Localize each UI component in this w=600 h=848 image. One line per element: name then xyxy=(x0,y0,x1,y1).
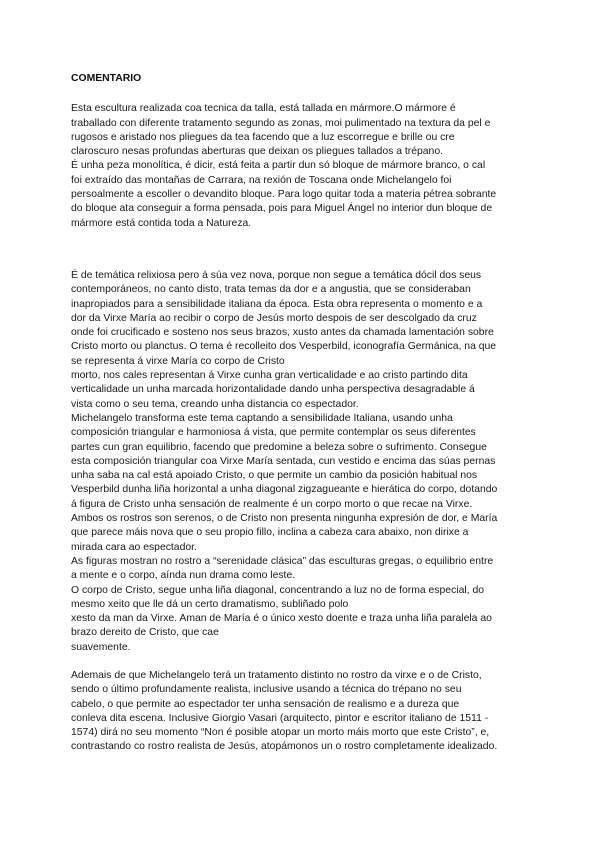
text-line: esta composición triangular coa Virxe María sentada, cun vestido e encima das súas pernas xyxy=(71,455,496,467)
text-line: brazo dereito de Cristo, que cae xyxy=(71,627,219,639)
text-line: É de temática relixiosa pero á súa vez nova, porque non segue a temática dócil dos seus xyxy=(71,269,482,281)
document-content xyxy=(71,72,531,755)
text-line: rugosos e aristado nos pliegues da tea facendo que a luz escorregue e brille ou cre xyxy=(71,131,455,143)
text-line: dor da Virxe María ao recibir o corpo de Jesús morto despois de ser descolgado da cruz xyxy=(71,312,477,324)
text-line: á figura de Cristo unha sensación de realmente é un corpo morto o que recae na Virxe. xyxy=(71,498,473,510)
text-line: que parece máis nova que o seu propio fillo, inclina a cabeza cara abaixo, non dirixe a xyxy=(71,527,469,539)
text-line: a mente e o corpo, aínda nun drama como leste. xyxy=(71,570,296,582)
text-line: onde foi crucificado e sosteno nos seus brazos, xusto antes da chamada lamentación sobre xyxy=(71,327,494,339)
text-line: claroscuro nesas profundas aberturas que deixan os pliegues tallados a trépano. xyxy=(71,146,443,158)
text-line: vista como o seu tema, creando unha distancia co espectador. xyxy=(71,398,359,410)
paragraph-block-2 xyxy=(71,269,531,655)
text-line: composición triangular e harmoniosa á vista, que permite contemplar os seus diferentes xyxy=(71,427,476,439)
text-line: conleva dita escena. Inclusive Giorgio Vasari (arquitecto, pintor e escritor italiano de 1511 - xyxy=(71,712,489,724)
document-heading: COMENTARIO xyxy=(71,73,142,84)
text-line: inapropiados para a sensibilidade italiana da época. Esta obra representa o momento e a xyxy=(71,298,483,310)
text-line: 1574) dirá no seu momento “Non é posible atopar un morto máis morto que este Cristo”, e, xyxy=(71,727,490,739)
text-line: partes cun gran equilibrio, facendo que predomine a beleza sobre o sufrimento. Consegue xyxy=(71,441,487,453)
text-line: unha saba na cal está apoiado Cristo, o que permite un cambio da posición habitual nos xyxy=(71,470,478,482)
paragraph-block-3 xyxy=(71,669,531,755)
paragraph-gap xyxy=(71,655,531,669)
text-line: Michelangelo transforma este tema captando a sensibilidade Italiana, usando unha xyxy=(71,412,453,424)
text-line: Vesperbild dunha liña horizontal a unha diagonal zigzagueante e hierática do corpo, dotando xyxy=(71,484,498,496)
text-line: contrastando co rostro realista de Jesús, atopámonos un o rostro completamente idealizado. xyxy=(71,741,498,753)
text-line: mirada cara ao espectador. xyxy=(71,541,197,553)
paragraph-gap xyxy=(71,231,531,269)
text-line: do bloque ata conseguir a forma pensada, pois para Miguel Ángel no interior dun bloque de xyxy=(71,203,493,215)
text-line: persoalmente a escoller o devandito bloque. Para logo quitar toda a materia pétrea sobrante xyxy=(71,189,497,201)
text-line: se representa á virxe María co corpo de Cristo xyxy=(71,355,285,367)
text-line: O corpo de Cristo, segue unha liña diagonal, concentrando a luz no de forma especial, do xyxy=(71,584,485,596)
text-line: Ambos os rostros son serenos, o de Cristo non presenta ningunha expresión de dor, e María xyxy=(71,513,498,525)
text-line: xesto da man da Virxe. Aman de María é o único xesto doente e traza unha liña paralela ao xyxy=(71,613,492,625)
paragraph-block-1 xyxy=(71,102,531,231)
text-line: sendo o último profundamente realista, inclusive usando a técnica do trépano no seu xyxy=(71,684,462,696)
text-line: Ademais de que Michelangelo terá un tratamento distinto no rostro da virxe e o de Cristo, xyxy=(71,669,482,681)
text-line: verticalidade un unha marcada horizontalidade dando unha perspectiva desagradable á xyxy=(71,384,475,396)
text-line: foi extraído das montañas de Carrara, na rexión de Toscana onde Michelangelo foi xyxy=(71,174,452,186)
text-line: traballado con diferente tratamento segundo as zonas, moi pulimentado na textura da pel e xyxy=(71,117,491,129)
text-line: Esta escultura realizada coa tecnica da talla, está tallada en mármore.O mármore é xyxy=(71,103,456,115)
text-line: Cristo morto ou planctus. O tema é recolleito dos Vesperbild, iconografía Germánica, na que xyxy=(71,341,497,353)
text-line: morto, nos cales representan á Virxe cunha gran verticalidade e ao cristo partindo dita xyxy=(71,370,468,382)
text-line: suavemente. xyxy=(71,641,131,653)
text-line: É unha peza monolítica, é dicir, está feita a partir dun só bloque de mármore branco, o cal xyxy=(71,160,486,172)
text-line: As figuras mostran no rostro a “serenidade clásica” das esculturas gregas, o equilibrio entre xyxy=(71,555,494,567)
text-line: contemporáneos, no canto disto, trata temas da dor e a angustia, que se consideraban xyxy=(71,284,471,296)
text-line: mármore está contida toda a Natureza. xyxy=(71,217,252,229)
text-line: mesmo xeito que lle dá un certo dramatismo, subliñado polo xyxy=(71,598,349,610)
text-line: cabelo, o que permite ao espectador ter unha sensación de realismo e a dureza que xyxy=(71,698,460,710)
